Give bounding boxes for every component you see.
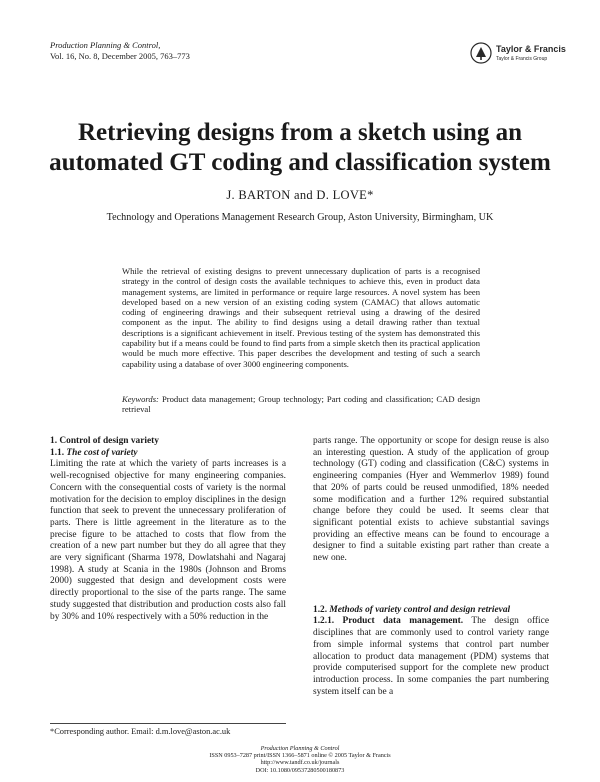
journal-issue: Vol. 16, No. 8, December 2005, 763–773 <box>50 51 190 61</box>
publisher-emblem-icon <box>470 42 492 64</box>
corresponding-author-footnote: *Corresponding author. Email: d.m.love@aston.ac.uk <box>50 727 231 736</box>
page-footer <box>150 745 450 774</box>
keywords <box>122 394 480 415</box>
keywords-list: Product data management; Group technology; Part coding and classification; CAD design retrieval <box>122 394 480 415</box>
author-list: J. BARTON and D. LOVE* <box>226 188 374 202</box>
title-line-2: automated GT coding and classification system <box>49 149 551 176</box>
section-heading: 1. Control of design variety <box>50 436 159 446</box>
affiliation: Technology and Operations Management Research Group, Aston University, Birmingham, UK <box>106 212 494 223</box>
subsection-title: The cost of variety <box>66 447 138 458</box>
subsection-heading <box>50 448 286 460</box>
publisher-name: Taylor & Francis <box>496 44 566 54</box>
footnote-divider <box>50 723 286 724</box>
subsection-heading <box>313 605 549 617</box>
keywords-label: Keywords: <box>122 394 159 404</box>
footer-journal: Production Planning & Control <box>260 745 340 752</box>
runin-heading: 1.2.1. Product data management. <box>313 616 464 627</box>
footer-doi: DOI: 10.1080/09537280500180873 <box>255 766 345 774</box>
subsection-number: 1.2. <box>313 604 328 615</box>
article-title <box>40 118 560 178</box>
journal-citation <box>50 40 190 62</box>
body-paragraph <box>313 616 549 698</box>
abstract: While the retrieval of existing designs to prevent unnecessary duplication of parts is a recognised strategy in the control of design costs the available techniques to achieve this, even in product data management systems, are limited in performance or require large resources. A novel system has been developed based on a new version of an existing coding system (CAMAC) that allows automatic coding of engineering drawings and their subsequent retrieval using a drawing of the desired component as the input. The ability to find designs using a detail drawing rather than textual descriptions is a significant achievement in itself. Previous testing of the system has demonstrated this capability but if a means could be found to find parts from a simple sketch then its practical application would be much more effective. This paper describes the development and testing of such a search capability using a database of over 3000 engineering components. <box>122 266 480 369</box>
title-line-1: Retrieving designs from a sketch using an <box>77 119 522 146</box>
publisher-group: Taylor & Francis Group <box>496 56 548 62</box>
publisher-logo <box>470 40 570 66</box>
subsection-number: 1.1. <box>50 447 65 458</box>
journal-name: Production Planning & Control, <box>50 40 161 50</box>
subsection-title: Methods of variety control and design retrieval <box>329 604 511 615</box>
footer-issn: ISSN 0953–7287 print/ISSN 1366–5871 online © 2005 Taylor & Francis <box>209 752 391 760</box>
footer-url: http://www.tandf.co.uk/journals <box>260 759 340 767</box>
paragraph-text: The design office disciplines that are commonly used to control variety range from simple informal systems that control part number allocation to product data management (PDM) systems that provide computerised support for the complete new product introduction process. In some companies the part numbering system itself can be a <box>313 616 549 697</box>
body-paragraph: parts range. The opportunity or scope for design reuse is also an interesting question. A study of the application of group technology (GT) coding and classification (C&C) systems in engineering companies (Hyer and Wemmerlov 1989) found that 20% of parts could be reused unmodified, 18% needed some modification and a further 12% required substantial change before they could be used. It seems clear that significant potential exists to achieve substantial savings providing an effective means can be found to encourage a designer to find a suitable existing part rather than create a new one. <box>313 436 549 564</box>
body-column-right <box>313 436 549 698</box>
body-paragraph: Limiting the rate at which the variety of parts increases is a well-recognised objective for many engineering companies. Concern with the consequential costs of variety is the normal motivation for the decision to employ disciplines in the design function that seek to prevent the unnecessary proliferation of parts. There is little agreement in the literature as to the precise figure to be attached to costs that flow from the creation of a new part number but they do all agree that they are very significant (Sharma 1978, Dowlatshahi and Nagaraj 1998). A study at Scania in the 1980s (Johnson and Broms 2000) suggested that design and development costs were directly proportional to the sise of the parts range. The same study suggested that distribution and production costs also fall by 30% and 10% respectively with a 50% reduction in the <box>50 459 286 622</box>
body-column-left <box>50 436 286 623</box>
